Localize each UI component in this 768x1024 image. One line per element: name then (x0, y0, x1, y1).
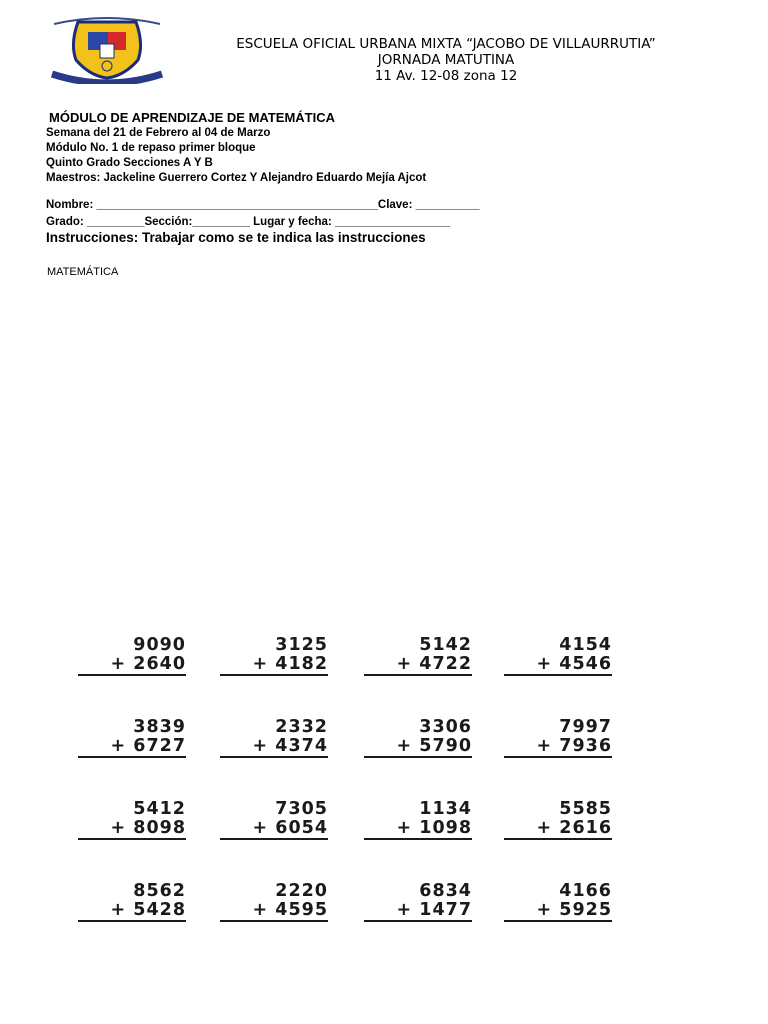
school-address: 11 Av. 12-08 zona 12 (374, 68, 518, 84)
addend-bottom: + 4546 (504, 655, 612, 676)
addend-bottom: + 4182 (220, 655, 328, 676)
addend-top: 3125 (275, 635, 328, 655)
addend-bottom: + 5790 (364, 737, 472, 758)
module-title: MÓDULO DE APRENDIZAJE DE MATEMÁTICA (49, 110, 335, 125)
addition-problem (504, 718, 612, 758)
addition-problem (504, 882, 612, 922)
addend-bottom: + 6727 (78, 737, 186, 758)
addition-problem (364, 882, 472, 922)
instructions: Instrucciones: Trabajar como se te indica las instrucciones (46, 230, 426, 245)
addition-problem (504, 800, 612, 840)
addition-problem (220, 800, 328, 840)
addend-bottom: + 1477 (364, 901, 472, 922)
addend-bottom: + 4595 (220, 901, 328, 922)
school-header (196, 36, 696, 84)
addend-bottom: + 1098 (364, 819, 472, 840)
addition-problems (78, 636, 638, 926)
addend-bottom: + 5925 (504, 901, 612, 922)
school-name: ESCUELA OFICIAL URBANA MIXTA “JACOBO DE VILLAURRUTIA” (236, 36, 656, 52)
addend-top: 3306 (419, 717, 472, 737)
addend-top: 9090 (133, 635, 186, 655)
module-number: Módulo No. 1 de repaso primer bloque (46, 142, 256, 154)
addend-top: 2220 (275, 881, 328, 901)
addition-problem (220, 882, 328, 922)
addend-bottom: + 2616 (504, 819, 612, 840)
addend-top: 4166 (559, 881, 612, 901)
addend-top: 7997 (559, 717, 612, 737)
module-info (46, 110, 426, 186)
addend-top: 1134 (419, 799, 472, 819)
school-logo (44, 14, 170, 84)
addend-top: 8562 (133, 881, 186, 901)
addition-problem (220, 718, 328, 758)
addend-bottom: + 4374 (220, 737, 328, 758)
addend-top: 5412 (133, 799, 186, 819)
addition-problem (364, 636, 472, 676)
addend-bottom: + 7936 (504, 737, 612, 758)
addend-bottom: + 6054 (220, 819, 328, 840)
addend-top: 3839 (133, 717, 186, 737)
addend-bottom: + 5428 (78, 901, 186, 922)
addend-top: 7305 (275, 799, 328, 819)
addend-top: 5142 (419, 635, 472, 655)
addition-problem (220, 636, 328, 676)
addend-bottom: + 8098 (78, 819, 186, 840)
addend-bottom: + 4722 (364, 655, 472, 676)
section-label: MATEMÁTICA (47, 266, 119, 278)
addition-problem (78, 718, 186, 758)
module-grade: Quinto Grado Secciones A Y B (46, 157, 213, 169)
form-name-line[interactable]: Nombre: ____________________________________________Clave: __________ (46, 199, 480, 211)
student-form (46, 197, 480, 231)
school-shift: JORNADA MATUTINA (377, 52, 515, 68)
addition-problem (78, 636, 186, 676)
addition-problem (78, 882, 186, 922)
addend-top: 6834 (419, 881, 472, 901)
addition-problem (504, 636, 612, 676)
addition-problem (364, 800, 472, 840)
module-teachers: Maestros: Jackeline Guerrero Cortez Y Alejandro Eduardo Mejía Ajcot (46, 172, 427, 184)
addend-bottom: + 2640 (78, 655, 186, 676)
form-grade-line[interactable]: Grado: _________Sección:_________ Lugar y fecha: __________________ (46, 216, 451, 228)
module-week: Semana del 21 de Febrero al 04 de Marzo (46, 127, 271, 139)
addition-problem (364, 718, 472, 758)
addend-top: 4154 (559, 635, 612, 655)
addend-top: 5585 (559, 799, 612, 819)
addend-top: 2332 (275, 717, 328, 737)
addition-problem (78, 800, 186, 840)
